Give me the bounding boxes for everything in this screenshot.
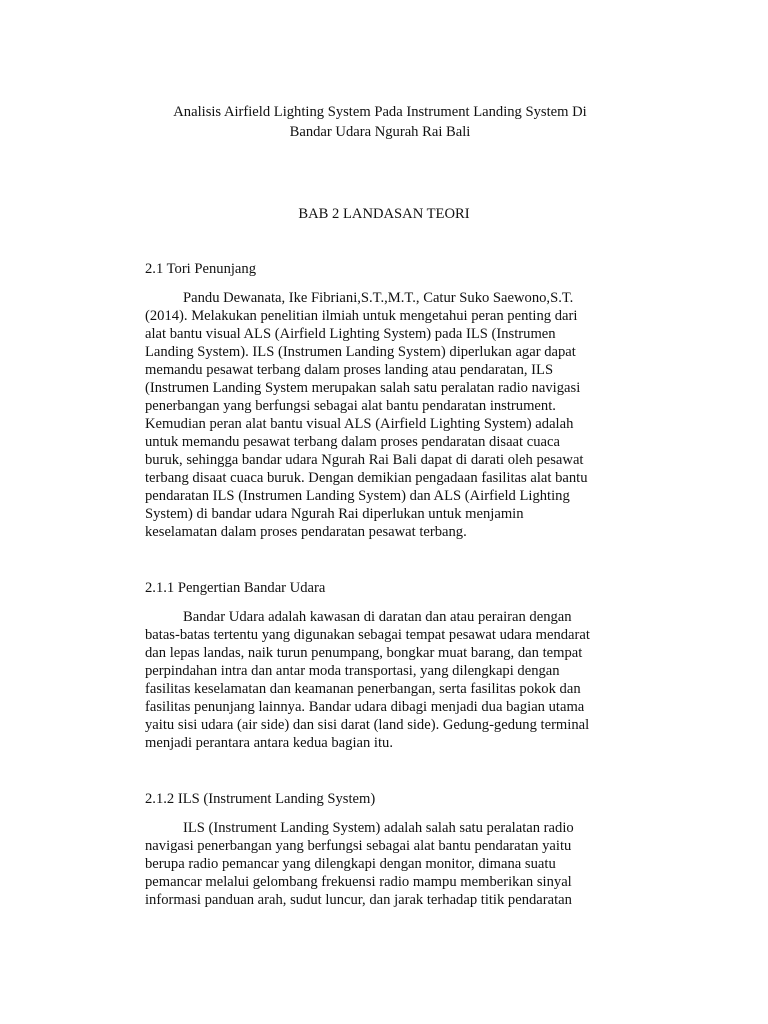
paragraph-line: informasi panduan arah, sudut luncur, dan jarak terhadap titik pendaratan (145, 892, 572, 908)
paragraph-line: (2014). Melakukan penelitian ilmiah untuk mengetahui peran penting dari (145, 308, 578, 324)
paragraph-line: System) di bandar udara Ngurah Rai diperlukan untuk menjamin (145, 506, 524, 522)
paragraph-line: menjadi perantara antara kedua bagian itu. (145, 735, 393, 751)
paragraph-line: dan lepas landas, naik turun penumpang, bongkar muat barang, dan tempat (145, 645, 583, 661)
paragraph-line: buruk, sehingga bandar udara Ngurah Rai Bali dapat di darati oleh pesawat (145, 452, 584, 468)
paragraph-line: Landing System). ILS (Instrumen Landing System) diperlukan agar dapat (145, 344, 576, 360)
paragraph-line: terbang disaat cuaca buruk. Dengan demikian pengadaan fasilitas alat bantu (145, 470, 588, 486)
paragraph-line: untuk memandu pesawat terbang dalam proses pendaratan disaat cuaca (145, 434, 560, 450)
chapter-heading: BAB 2 LANDASAN TEORI (298, 206, 470, 222)
paragraph-line: alat bantu visual ALS (Airfield Lighting System) pada ILS (Instrumen (145, 326, 556, 342)
section-heading-2-1-2: 2.1.2 ILS (Instrument Landing System) (145, 791, 376, 807)
paragraph-line: perpindahan intra dan antar moda transportasi, yang dilengkapi dengan (145, 663, 560, 679)
paragraph-line: keselamatan dalam proses pendaratan pesawat terbang. (145, 524, 467, 540)
paragraph-line: berupa radio pemancar yang dilengkapi dengan monitor, dimana suatu (145, 856, 556, 872)
paragraph-line: (Instrumen Landing System merupakan salah satu peralatan radio navigasi (145, 380, 581, 396)
section-paragraph-2-1-2 (145, 819, 635, 909)
paragraph-line: Pandu Dewanata, Ike Fibriani,S.T.,M.T., Catur Suko Saewono,S.T. (183, 290, 574, 306)
paragraph-line: pemancar melalui gelombang frekuensi radio mampu memberikan sinyal (145, 874, 572, 890)
paragraph-line: batas-batas tertentu yang digunakan sebagai tempat pesawat udara mendarat (145, 627, 590, 643)
paragraph-line: Kemudian peran alat bantu visual ALS (Airfield Lighting System) adalah (145, 416, 574, 432)
section-paragraph-2-1 (145, 289, 635, 541)
title-line-1: Analisis Airfield Lighting System Pada Instrument Landing System Di (173, 104, 587, 120)
paragraph-line: penerbangan yang berfungsi sebagai alat bantu pendaratan instrument. (145, 398, 556, 414)
title-line-2: Bandar Udara Ngurah Rai Bali (289, 124, 471, 140)
paragraph-line: yaitu sisi udara (air side) dan sisi darat (land side). Gedung-gedung terminal (145, 717, 590, 733)
paragraph-line: fasilitas penunjang lainnya. Bandar udara dibagi menjadi dua bagian utama (145, 699, 585, 715)
document-title (120, 102, 640, 142)
section-heading-2-1: 2.1 Tori Penunjang (145, 261, 256, 277)
paragraph-line: navigasi penerbangan yang berfungsi sebagai alat bantu pendaratan yaitu (145, 838, 572, 854)
paragraph-line: memandu pesawat terbang dalam proses landing atau pendaratan, ILS (145, 362, 554, 378)
paragraph-line: pendaratan ILS (Instrumen Landing System) dan ALS (Airfield Lighting (145, 488, 570, 504)
section-paragraph-2-1-1 (145, 608, 635, 752)
section-heading-2-1-1: 2.1.1 Pengertian Bandar Udara (145, 580, 326, 596)
paragraph-line: Bandar Udara adalah kawasan di daratan dan atau perairan dengan (183, 609, 572, 625)
paragraph-line: fasilitas keselamatan dan keamanan penerbangan, serta fasilitas pokok dan (145, 681, 581, 697)
paragraph-line: ILS (Instrument Landing System) adalah salah satu peralatan radio (183, 820, 574, 836)
